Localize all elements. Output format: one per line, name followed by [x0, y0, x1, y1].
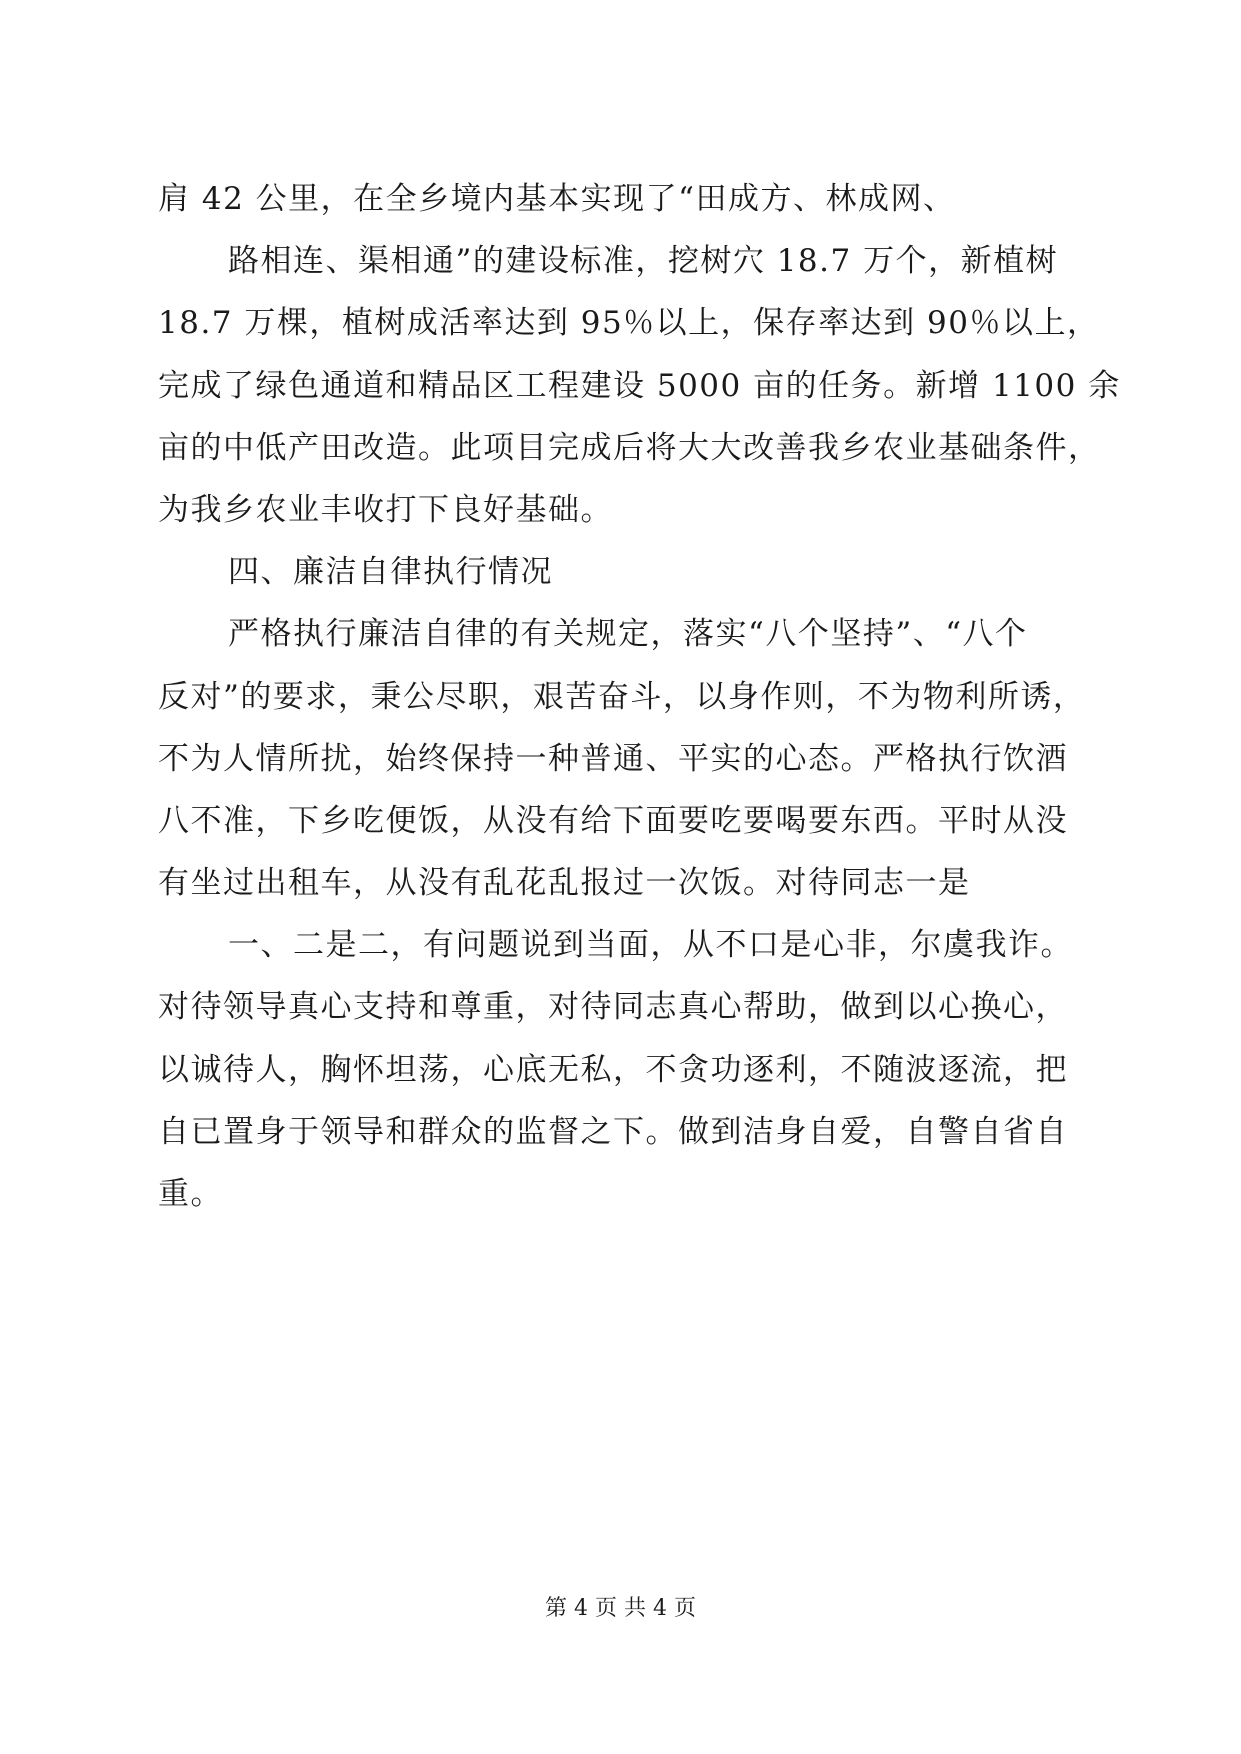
- text-line: 对待领导真心支持和尊重，对待同志真心帮助，做到以心换心，: [158, 989, 1068, 1026]
- text-line: 18.7 万棵，植树成活率达到 95％以上，保存率达到 90％以上，: [158, 305, 1100, 342]
- text-line: 不为人情所扰，始终保持一种普通、平实的心态。严格执行饮酒: [158, 740, 1068, 777]
- text-line: 一、二是二，有问题说到当面，从不口是心非，尔虞我诈。: [228, 927, 1073, 964]
- text-line: 自已置身于领导和群众的监督之下。做到洁身自爱，自警自省自: [158, 1113, 1068, 1150]
- page-footer: [0, 1594, 1241, 1624]
- text-line: 反对”的要求，秉公尽职，艰苦奋斗，以身作则，不为物利所诱，: [158, 678, 1086, 715]
- text-line: 有坐过出租车，从没有乱花乱报过一次饭。对待同志一是: [158, 865, 971, 902]
- text-line: 路相连、渠相通”的建设标准，挖树穴 18.7 万个，新植树: [228, 243, 1059, 280]
- document-body: [158, 168, 1121, 1225]
- page-number-label: 第 4 页 共 4 页: [545, 1596, 696, 1621]
- text-line: 重。: [158, 1176, 223, 1212]
- text-line: 亩的中低产田改造。此项目完成后将大大改善我乡农业基础条件，: [158, 429, 1101, 466]
- text-line: 为我乡农业丰收打下良好基础。: [158, 491, 613, 528]
- text-line: 八不准，下乡吃便饭，从没有给下面要吃要喝要东西。平时从没: [158, 802, 1068, 839]
- section-heading: 四、廉洁自律执行情况: [228, 554, 553, 591]
- text-line: 完成了绿色通道和精品区工程建设 5000 亩的任务。新增 1100 余: [158, 367, 1121, 404]
- text-line: 肩 42 公里，在全乡境内基本实现了“田成方、林成网、: [158, 181, 956, 217]
- text-line: 严格执行廉洁自律的有关规定，落实“八个坚持”、“八个: [228, 616, 1028, 653]
- text-line: 以诚待人，胸怀坦荡，心底无私，不贪功逐利，不随波逐流，把: [158, 1051, 1068, 1088]
